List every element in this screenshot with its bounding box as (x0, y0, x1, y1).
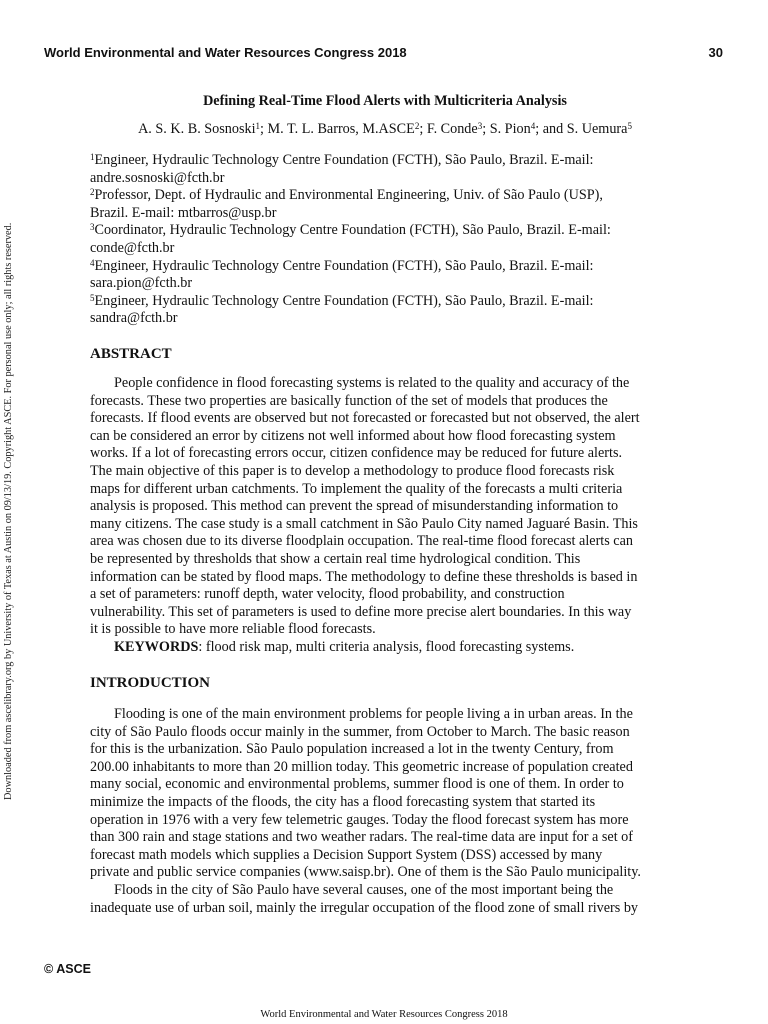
text-line: area was chosen due to its diverse floodplain occupation. The real-time flood forecast alerts can (90, 533, 633, 550)
abstract (90, 375, 680, 657)
author-separator: ; (419, 121, 427, 137)
keywords-text: : flood risk map, multi criteria analysis, flood forecasting systems. (198, 638, 575, 655)
affiliation-line: Professor, Dept. of Hydraulic and Environmental Engineering, Univ. of São Paulo (USP), (94, 187, 603, 204)
affiliation-mark: 1 (255, 121, 261, 131)
text-line: many social, economic and environmental problems, summer flood is one of them. In order to (90, 776, 624, 793)
affiliation-line: Brazil. E-mail: mtbarros@usp.br (90, 204, 277, 221)
text-line: Flooding is one of the main environment problems for people living a in urban areas. In the (114, 706, 633, 722)
affiliation-mark: 5 (627, 121, 632, 131)
introduction-heading: INTRODUCTION (90, 675, 211, 691)
text-line: minimize the impacts of the floods, the city has a flood forecasting system that started its (90, 793, 596, 810)
text-line: The main objective of this paper is to develop a methodology to produce flood forecasts risk (90, 462, 615, 479)
introduction (90, 706, 680, 917)
affiliation-mark: 2 (90, 187, 95, 198)
text-line: forecasts. If flood events are observed but not forecasted or forecasted but not observed, the alert (90, 410, 640, 427)
download-notice: Downloaded from ascelibrary.org by University of Texas at Austin on 09/13/19. Copyright ASCE. For personal use only; all rights reserved. (3, 222, 14, 800)
copyright: © ASCE (44, 962, 91, 976)
affiliation-line: andre.sosnoski@fcth.br (90, 169, 225, 186)
text-line: information can be stated by flood maps. The methodology to define these thresholds is based in (90, 568, 638, 585)
affiliation-mark: 5 (90, 292, 95, 303)
text-line: a set of parameters: runoff depth, water velocity, flood probability, and construction (90, 586, 565, 603)
text-line: many citizens. The case study is a small catchment in São Paulo City named Jaguaré Basin. This (90, 515, 638, 532)
text-line: it is possible to have more reliable flood forecasts. (90, 621, 376, 638)
author-name: F. Conde (426, 121, 478, 137)
affiliation-mark: 2 (414, 121, 420, 131)
text-line: People confidence in flood forecasting systems is related to the quality and accuracy of the (114, 375, 630, 391)
keywords-label: KEYWORDS (114, 638, 199, 655)
text-line: maps for different urban catchments. To implement the quality of the forecasts a multi criteria (90, 480, 623, 497)
text-line: be represented by thresholds that show a certain real time hydrological condition. This (90, 550, 581, 567)
text-line: city of São Paulo floods occur mainly in the summer, from October to March. The basic reason (90, 723, 630, 740)
affiliation-mark: 3 (477, 121, 483, 131)
author-list (90, 121, 680, 139)
affiliations (90, 152, 680, 328)
affiliation-line: Engineer, Hydraulic Technology Centre Foundation (FCTH), São Paulo, Brazil. E-mail: (94, 292, 594, 309)
affiliation-mark: 4 (90, 257, 95, 268)
author-name: A. S. K. B. Sosnoski (138, 121, 256, 137)
author-separator: ; (260, 121, 268, 137)
text-line: private and public service companies (www.saisp.br). One of them is the São Paulo municipality. (90, 864, 641, 881)
affiliation (90, 222, 680, 257)
running-header (44, 45, 723, 63)
paper-title: Defining Real-Time Flood Alerts with Multicriteria Analysis (203, 93, 567, 109)
author-name: M. T. L. Barros, M.ASCE (267, 121, 415, 137)
intro-paragraph-2 (90, 882, 680, 917)
author-separator: ; (482, 121, 490, 137)
intro-paragraph-1 (90, 706, 680, 882)
text-line: can be considered an error by citizens not well informed about how flood forecasting system (90, 427, 616, 444)
text-line: forecasts. These two properties are basically function of the set of models that produces the (90, 392, 608, 409)
text-line: vulnerability. This set of parameters is used to define more precise alert boundaries. In this way (90, 603, 632, 620)
affiliation-line: sara.pion@fcth.br (90, 275, 193, 292)
abstract-paragraph (90, 375, 680, 639)
affiliation-line: Coordinator, Hydraulic Technology Centre Foundation (FCTH), São Paulo, Brazil. E-mail: (94, 222, 611, 239)
text-line: than 300 rain and stage stations and two weather radars. The real-time data are input for a set of (90, 829, 633, 846)
text-line: works. If a lot of forecasting errors occur, citizen confidence may be reduced for future alerts. (90, 445, 623, 462)
text-line: for this is the urbanization. São Paulo population increased a lot in the twenty Century, from (90, 741, 614, 758)
affiliation-mark: 3 (90, 222, 95, 233)
affiliation-line: conde@fcth.br (90, 239, 175, 256)
affiliation (90, 258, 680, 293)
affiliation (90, 187, 680, 222)
text-line: 200.00 inhabitants to more than 20 million today. This geometric increase of population created (90, 758, 633, 775)
affiliation (90, 152, 680, 187)
text-line: Floods in the city of São Paulo have several causes, one of the most important being the (114, 881, 614, 898)
affiliation-line: Engineer, Hydraulic Technology Centre Foundation (FCTH), São Paulo, Brazil. E-mail: (94, 257, 594, 274)
author-name: S. Pion (489, 121, 531, 137)
keywords-line (90, 639, 680, 657)
author-name: S. Uemura (566, 121, 628, 137)
running-header-title: World Environmental and Water Resources Congress 2018 (44, 45, 407, 60)
page-footer: World Environmental and Water Resources Congress 2018 (260, 1009, 508, 1020)
affiliation-mark: 1 (90, 152, 95, 162)
affiliation-line: sandra@fcth.br (90, 310, 178, 327)
text-line: operation in 1976 with a very few telemetric gauges. Today the flood forecast system has more (90, 811, 629, 828)
affiliation-line: Engineer, Hydraulic Technology Centre Foundation (FCTH), São Paulo, Brazil. E-mail: (94, 152, 594, 168)
text-line: inadequate use of urban soil, mainly the irregular occupation of the flood zone of small rivers by (90, 899, 639, 916)
affiliation (90, 293, 680, 328)
text-line: forecast math models which supplies a Decision Support System (DSS) accessed by many (90, 846, 603, 863)
abstract-heading: ABSTRACT (90, 346, 172, 362)
page-number: 30 (708, 45, 723, 60)
text-line: analysis is proposed. This method can prevent the spread of misunderstanding information to (90, 498, 619, 515)
affiliation-mark: 4 (530, 121, 536, 131)
author-separator: ; and (535, 121, 567, 137)
